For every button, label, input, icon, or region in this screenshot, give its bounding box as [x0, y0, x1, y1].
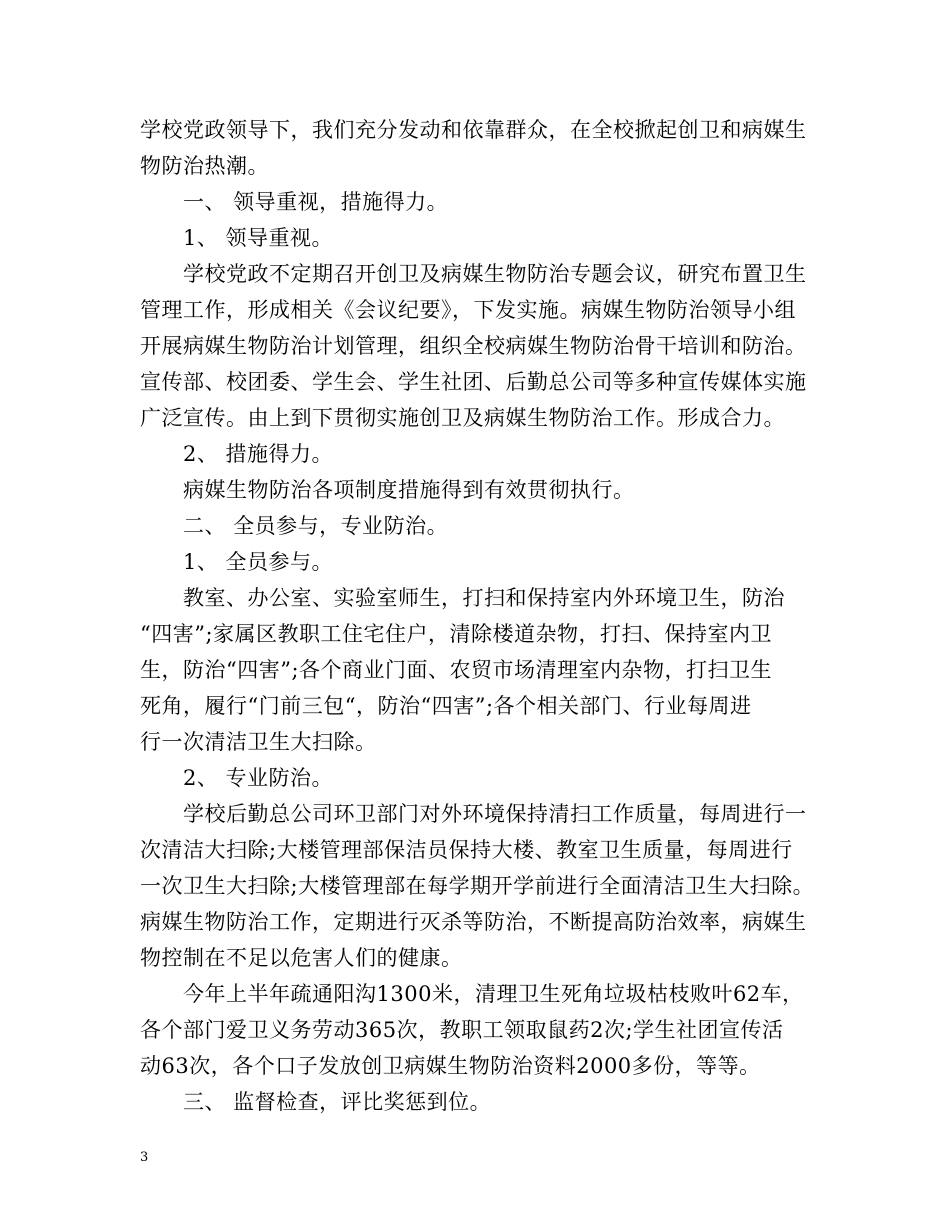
text-line: 学校党政领导下，我们充分发动和依靠群众，在全校掀起创卫和病媒生 — [140, 118, 807, 142]
text-line: 广泛宣传。由上到下贯彻实施创卫及病媒生物防治工作。形成合力。 — [140, 406, 785, 430]
text-line: 行一次清洁卫生大扫除。 — [140, 730, 377, 754]
text-line: 开展病媒生物防治计划管理，组织全校病媒生物防治骨干培训和防治。 — [140, 334, 807, 358]
text-line: 教室、办公室、实验室师生，打扫和保持室内外环境卫生，防治 — [183, 586, 785, 610]
text-line: 管理工作，形成相关《会议纪要》，下发实施。病媒生物防治领导小组 — [140, 298, 796, 322]
subsection-heading: 1、 领导重视。 — [183, 226, 334, 250]
section-heading: 二、 全员参与，专业防治。 — [183, 514, 449, 538]
text-line: 学校党政不定期召开创卫及病媒生物防治专题会议，研究布置卫生 — [183, 262, 807, 286]
text-line: 物控制在不足以危害人们的健康。 — [140, 946, 463, 970]
section-heading: 一、 领导重视，措施得力。 — [183, 190, 449, 214]
text-line: 病媒生物防治工作，定期进行灭杀等防治，不断提高防治效率，病媒生 — [140, 910, 807, 934]
text-line: 学校后勤总公司环卫部门对外环境保持清扫工作质量，每周进行一 — [183, 802, 807, 826]
text-line: 死角，履行“门前三包“，防治“四害”;各个相关部门、行业每周进 — [140, 694, 752, 718]
text-line: 一次卫生大扫除;大楼管理部在每学期开学前进行全面清洁卫生大扫除。 — [140, 874, 815, 898]
subsection-heading: 2、 措施得力。 — [183, 442, 334, 466]
text-line: 今年上半年疏通阳沟1300米，清理卫生死角垃圾枯枝败叶62车， — [183, 982, 804, 1006]
text-line: 动63次，各个口子发放创卫病媒生物防治资料2000多份，等等。 — [140, 1054, 761, 1078]
text-line: 次清洁大扫除;大楼管理部保洁员保持大楼、教室卫生质量，每周进行 — [140, 838, 793, 862]
subsection-heading: 1、 全员参与。 — [183, 550, 334, 574]
page-number: 3 — [140, 1150, 149, 1165]
text-line: 宣传部、校团委、学生会、学生社团、后勤总公司等多种宣传媒体实施 — [140, 370, 807, 394]
text-line: 生，防治“四害”;各个商业门面、农贸市场清理室内杂物，打扫卫生 — [140, 658, 773, 682]
subsection-heading: 2、 专业防治。 — [183, 766, 334, 790]
section-heading: 三、 监督检查，评比奖惩到位。 — [183, 1090, 492, 1114]
text-line: 各个部门爱卫义务劳动365次，教职工领取鼠药2次;学生社团宣传活 — [140, 1018, 784, 1042]
text-line: 病媒生物防治各项制度措施得到有效贯彻执行。 — [183, 478, 635, 502]
text-line: 物防治热潮。 — [140, 154, 269, 178]
text-line: “四害”;家属区教职工住宅住户，清除楼道杂物，打扫、保持室内卫 — [140, 622, 773, 646]
